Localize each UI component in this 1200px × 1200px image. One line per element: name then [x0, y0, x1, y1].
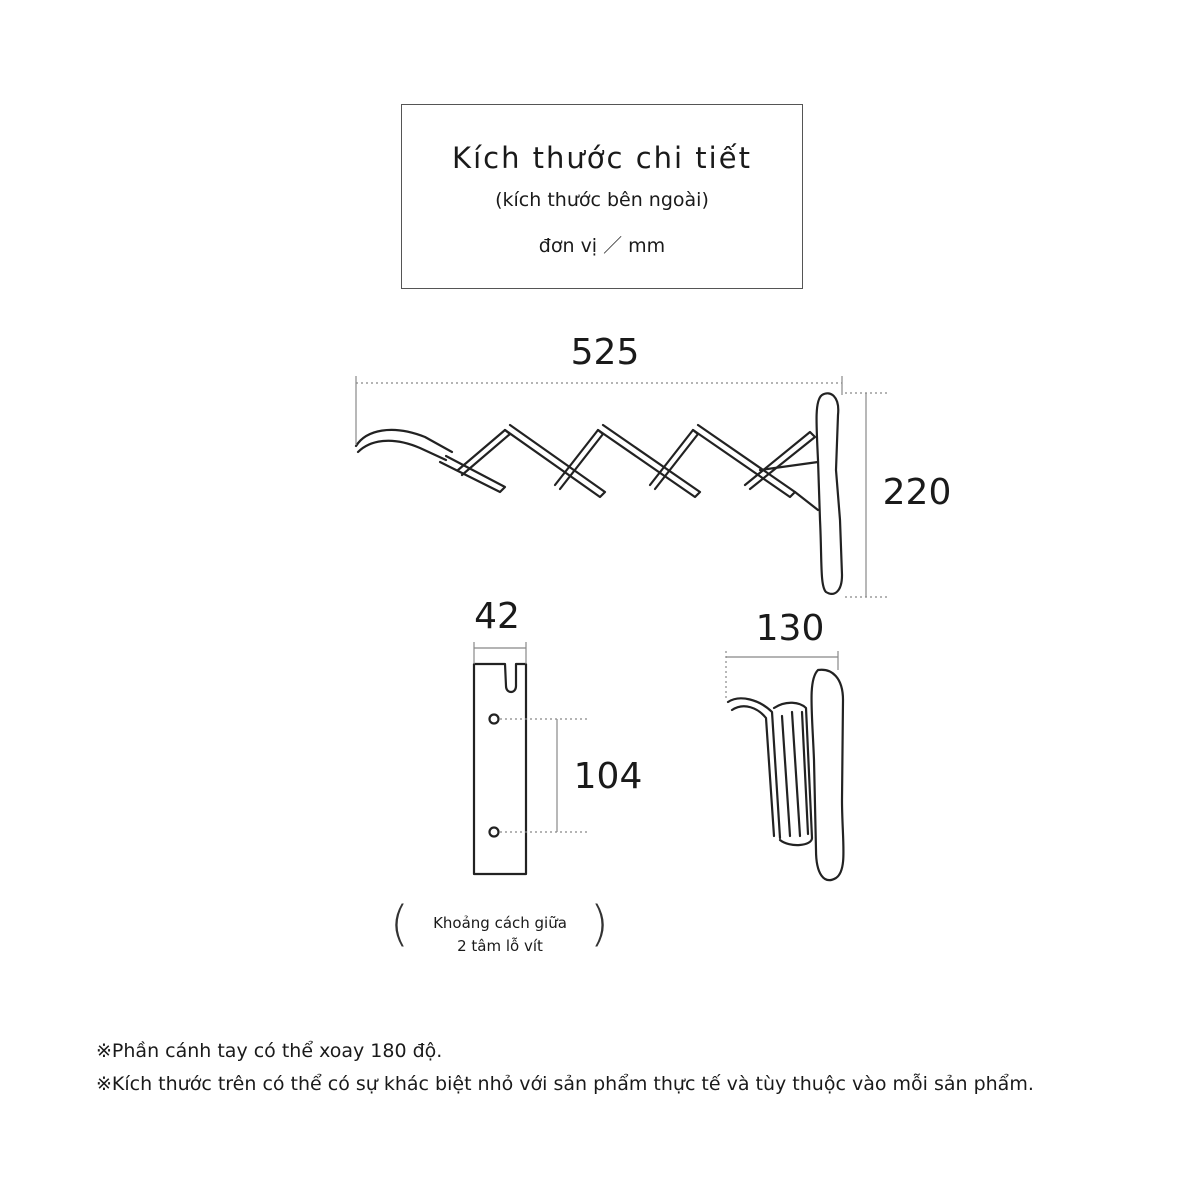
footnote-rotation: ※Phần cánh tay có thể xoay 180 độ.	[96, 1040, 443, 1062]
hole-spacing-note-line2: 2 tâm lỗ vít	[457, 937, 543, 955]
hole-spacing-note	[410, 912, 590, 958]
footnote-variance: ※Kích thước trên có thể có sự khác biệt nhỏ với sản phẩm thực tế và tùy thuộc vào mỗi sản phẩm.	[96, 1073, 1034, 1095]
mounting-plate-drawing	[474, 664, 526, 874]
hole-spacing-note-line1: Khoảng cách giữa	[433, 914, 567, 932]
width-dimension: 42	[474, 596, 520, 637]
extended-arm-drawing	[356, 393, 842, 594]
right-parenthesis: )	[590, 896, 609, 952]
page-subtitle: (kích thước bên ngoài)	[495, 189, 709, 211]
unit-label: đơn vị ／ mm	[538, 235, 666, 257]
left-parenthesis: (	[390, 896, 409, 952]
length-dimension: 525	[570, 332, 640, 373]
depth-dimension: 130	[755, 608, 825, 649]
page-title: Kích thước chi tiết	[452, 141, 752, 175]
folded-side-drawing	[728, 670, 844, 880]
height-dimension: 220	[882, 472, 952, 513]
hole-spacing-dimension: 104	[573, 756, 643, 797]
